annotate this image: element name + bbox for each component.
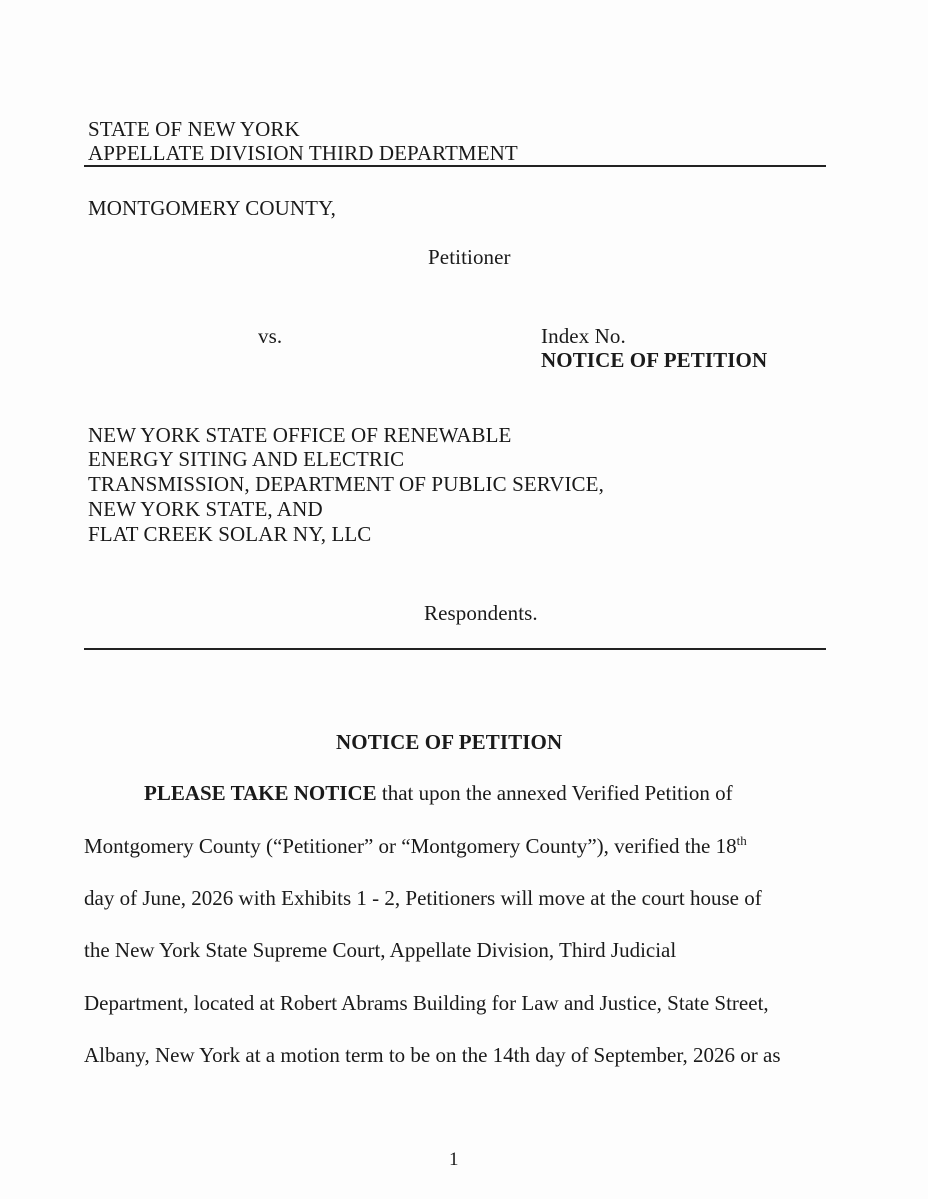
notice-body-line: Department, located at Robert Abrams Building for Law and Justice, State Street,: [84, 991, 769, 1015]
notice-body-line: Albany, New York at a motion term to be on the 14th day of September, 2026 or as: [84, 1043, 781, 1067]
caption-top-rule: [84, 165, 826, 167]
ordinal-suffix: th: [736, 833, 747, 848]
notice-heading: NOTICE OF PETITION: [336, 730, 563, 754]
caption-document-title: NOTICE OF PETITION: [541, 348, 768, 372]
notice-line-text: that upon the annexed Verified Petition of: [376, 781, 733, 805]
notice-body-line: [144, 781, 733, 805]
petitioner-name: MONTGOMERY COUNTY,: [88, 196, 336, 220]
court-state: STATE OF NEW YORK: [88, 117, 300, 141]
petitioner-role: Petitioner: [428, 245, 511, 269]
respondent-line: NEW YORK STATE, AND: [88, 497, 323, 521]
caption-bottom-rule: [84, 648, 826, 650]
notice-line-text: Montgomery County (“Petitioner” or “Montgomery County”), verified the 18: [84, 834, 737, 858]
notice-body-line: [84, 834, 747, 858]
respondent-line: NEW YORK STATE OFFICE OF RENEWABLE: [88, 423, 512, 447]
page-number: 1: [449, 1149, 459, 1170]
versus-label: vs.: [258, 324, 283, 348]
court-division: APPELLATE DIVISION THIRD DEPARTMENT: [88, 141, 518, 165]
notice-body-line: day of June, 2026 with Exhibits 1 - 2, Petitioners will move at the court house of: [84, 886, 762, 910]
respondents-role: Respondents.: [424, 601, 538, 625]
index-number-label: Index No.: [541, 324, 626, 348]
respondent-line: FLAT CREEK SOLAR NY, LLC: [88, 522, 372, 546]
notice-body-line: the New York State Supreme Court, Appellate Division, Third Judicial: [84, 938, 677, 962]
respondent-line: TRANSMISSION, DEPARTMENT OF PUBLIC SERVICE,: [88, 472, 604, 496]
respondent-line: ENERGY SITING AND ELECTRIC: [88, 447, 405, 471]
notice-lead: PLEASE TAKE NOTICE: [144, 781, 377, 805]
